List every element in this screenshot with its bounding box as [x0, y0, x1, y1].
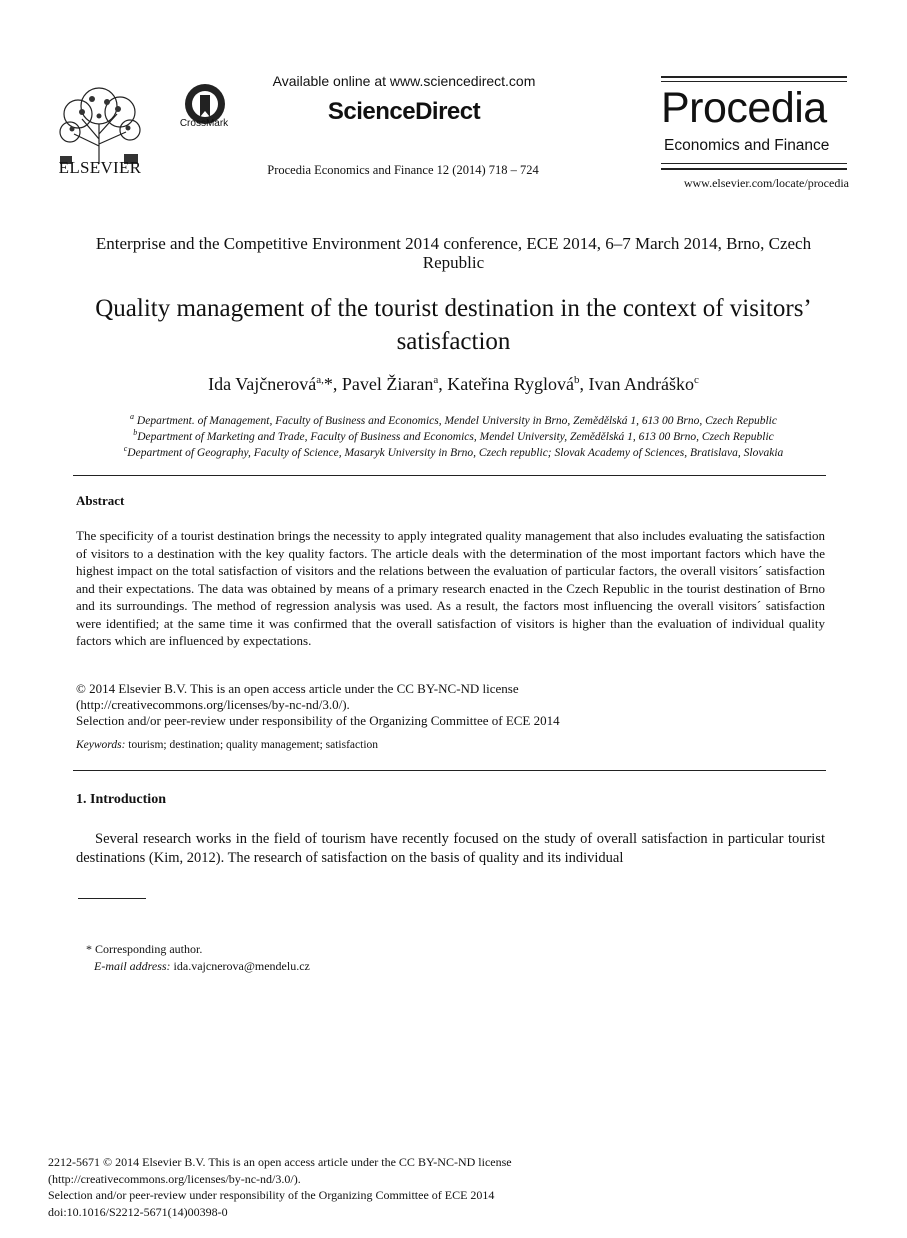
author-list: Ida Vajčnerová$^{a,}$*, Pavel Žiaran$^a$, Kateřina Ryglová$^b$, Ivan Andráško$^c$ — [208, 374, 699, 394]
license-link[interactable]: (http://creativecommons.org/licenses/by-nc-nd/3.0/). — [76, 697, 350, 712]
section-divider — [73, 770, 826, 771]
available-online-text: Available online at www.sciencedirect.com — [272, 73, 536, 89]
conference-line: Enterprise and the Competitive Environment 2014 conference, ECE 2014, 6–7 March 2014, Brno, Czech Republic — [95, 234, 812, 272]
footnote-divider — [78, 898, 146, 899]
journal-reference: Procedia Economics and Finance 12 (2014) 718 – 724 — [267, 163, 539, 177]
author-name: Ida Vajčnerová — [208, 374, 317, 394]
abstract-body: The specificity of a tourist destination brings the necessity to apply integrated quality management that also includes evaluating the satisfaction of visitors to a destination with the key quality factors. The article deals with the determination of the most important factors which have the highest impact on the total satisfaction of visitors and the relations between the evaluation of particular factors, the overall visitors´ satisfaction and their expectations. The data was obtained by means of a primary research enacted in the Czech Republic in the tourist destination of Brno and its surroundings. The method of regression analysis was used. As a result, the factors most influencing the overall visitors´ satisfaction were identified; at the same time it was confirmed that the overall satisfaction of visitors is higher than the evaluation of individual quality factors which are influenced by expectations. — [76, 528, 825, 648]
procedia-subtitle: Economics and Finance — [664, 137, 830, 154]
publisher-name: ELSEVIER — [58, 158, 142, 177]
author-name: Pavel Žiaran — [341, 374, 434, 394]
copyright-notice: © 2014 Elsevier B.V. This is an open access article under the CC BY-NC-ND license (http://creativecommons.org/licenses/by-nc-nd/3.0/). Selection and/or peer-review under responsibility of the Organizing Committee of ECE 2014 — [76, 681, 825, 729]
doi[interactable]: doi:10.1016/S2212-5671(14)00398-0 — [48, 1204, 228, 1219]
procedia-rule — [661, 168, 847, 170]
author-name: Kateřina Ryglová — [447, 374, 574, 394]
sciencedirect-brand: ScienceDirect — [327, 98, 481, 125]
crossmark-label: CrossMark — [179, 118, 229, 129]
journal-url: www.elsevier.com/locate/procedia — [683, 176, 849, 190]
intro-paragraph: Several research works in the field of tourism have recently focused on the study of overall satisfaction in particular tourist destinations (Kim, 2012). The research of satisfaction on the basis of quality and its individual — [76, 831, 825, 866]
abstract-heading: Abstract — [76, 493, 125, 508]
affiliation: $^a$ Department. of Management, Faculty of Business and Economics, Mendel University in Brno, Zemědělská 1, 613 00 Brno, Czech Republic — [130, 412, 777, 427]
license-link[interactable]: (http://creativecommons.org/licenses/by-nc-nd/3.0/). — [48, 1171, 301, 1186]
author-affiliation-mark: b — [574, 374, 580, 386]
section-heading: 1. Introduction — [76, 792, 166, 807]
paper-title: Quality management of the tourist destination in the context of visitors’ satisfaction — [95, 295, 812, 355]
author-name: Ivan Andráško — [588, 374, 694, 394]
author-email[interactable]: ida.vajcnerova@mendelu.cz — [170, 959, 310, 973]
procedia-rule — [661, 163, 847, 164]
procedia-brand: Procedia — [661, 84, 827, 132]
page-footer: 2212-5671 © 2014 Elsevier B.V. This is an open access article under the CC BY-NC-ND license (http://creativecommons.org/licenses/by-nc-nd/3.0/). Selection and/or peer-review under responsibility of the Organizing Committee of ECE 2014 doi:10.1016/S2212-5671(14)00398-0 — [48, 1154, 648, 1220]
section-divider — [73, 475, 826, 476]
author-affiliation-mark: a, — [316, 374, 324, 386]
keywords: Keywords: tourism; destination; quality management; satisfaction — [76, 739, 379, 751]
affiliation: $^c$Department of Geography, Faculty of Science, Masaryk University in Brno, Czech republic; Slovak Academy of Sciences, Bratislava, Slovakia — [123, 444, 784, 459]
affiliation: $^b$Department of Marketing and Trade, Faculty of Business and Economics, Mendel University, Zemědělská 1, 613 00 Brno, Czech Republic — [133, 428, 774, 443]
procedia-rule — [661, 81, 847, 82]
author-affiliation-mark: a — [433, 374, 439, 386]
corresponding-mark: * — [323, 374, 333, 394]
footnote: * Corresponding author. E-mail address: ida.vajcnerova@mendelu.cz — [86, 942, 310, 973]
procedia-rule — [661, 76, 847, 78]
author-affiliation-mark: c — [693, 374, 699, 386]
